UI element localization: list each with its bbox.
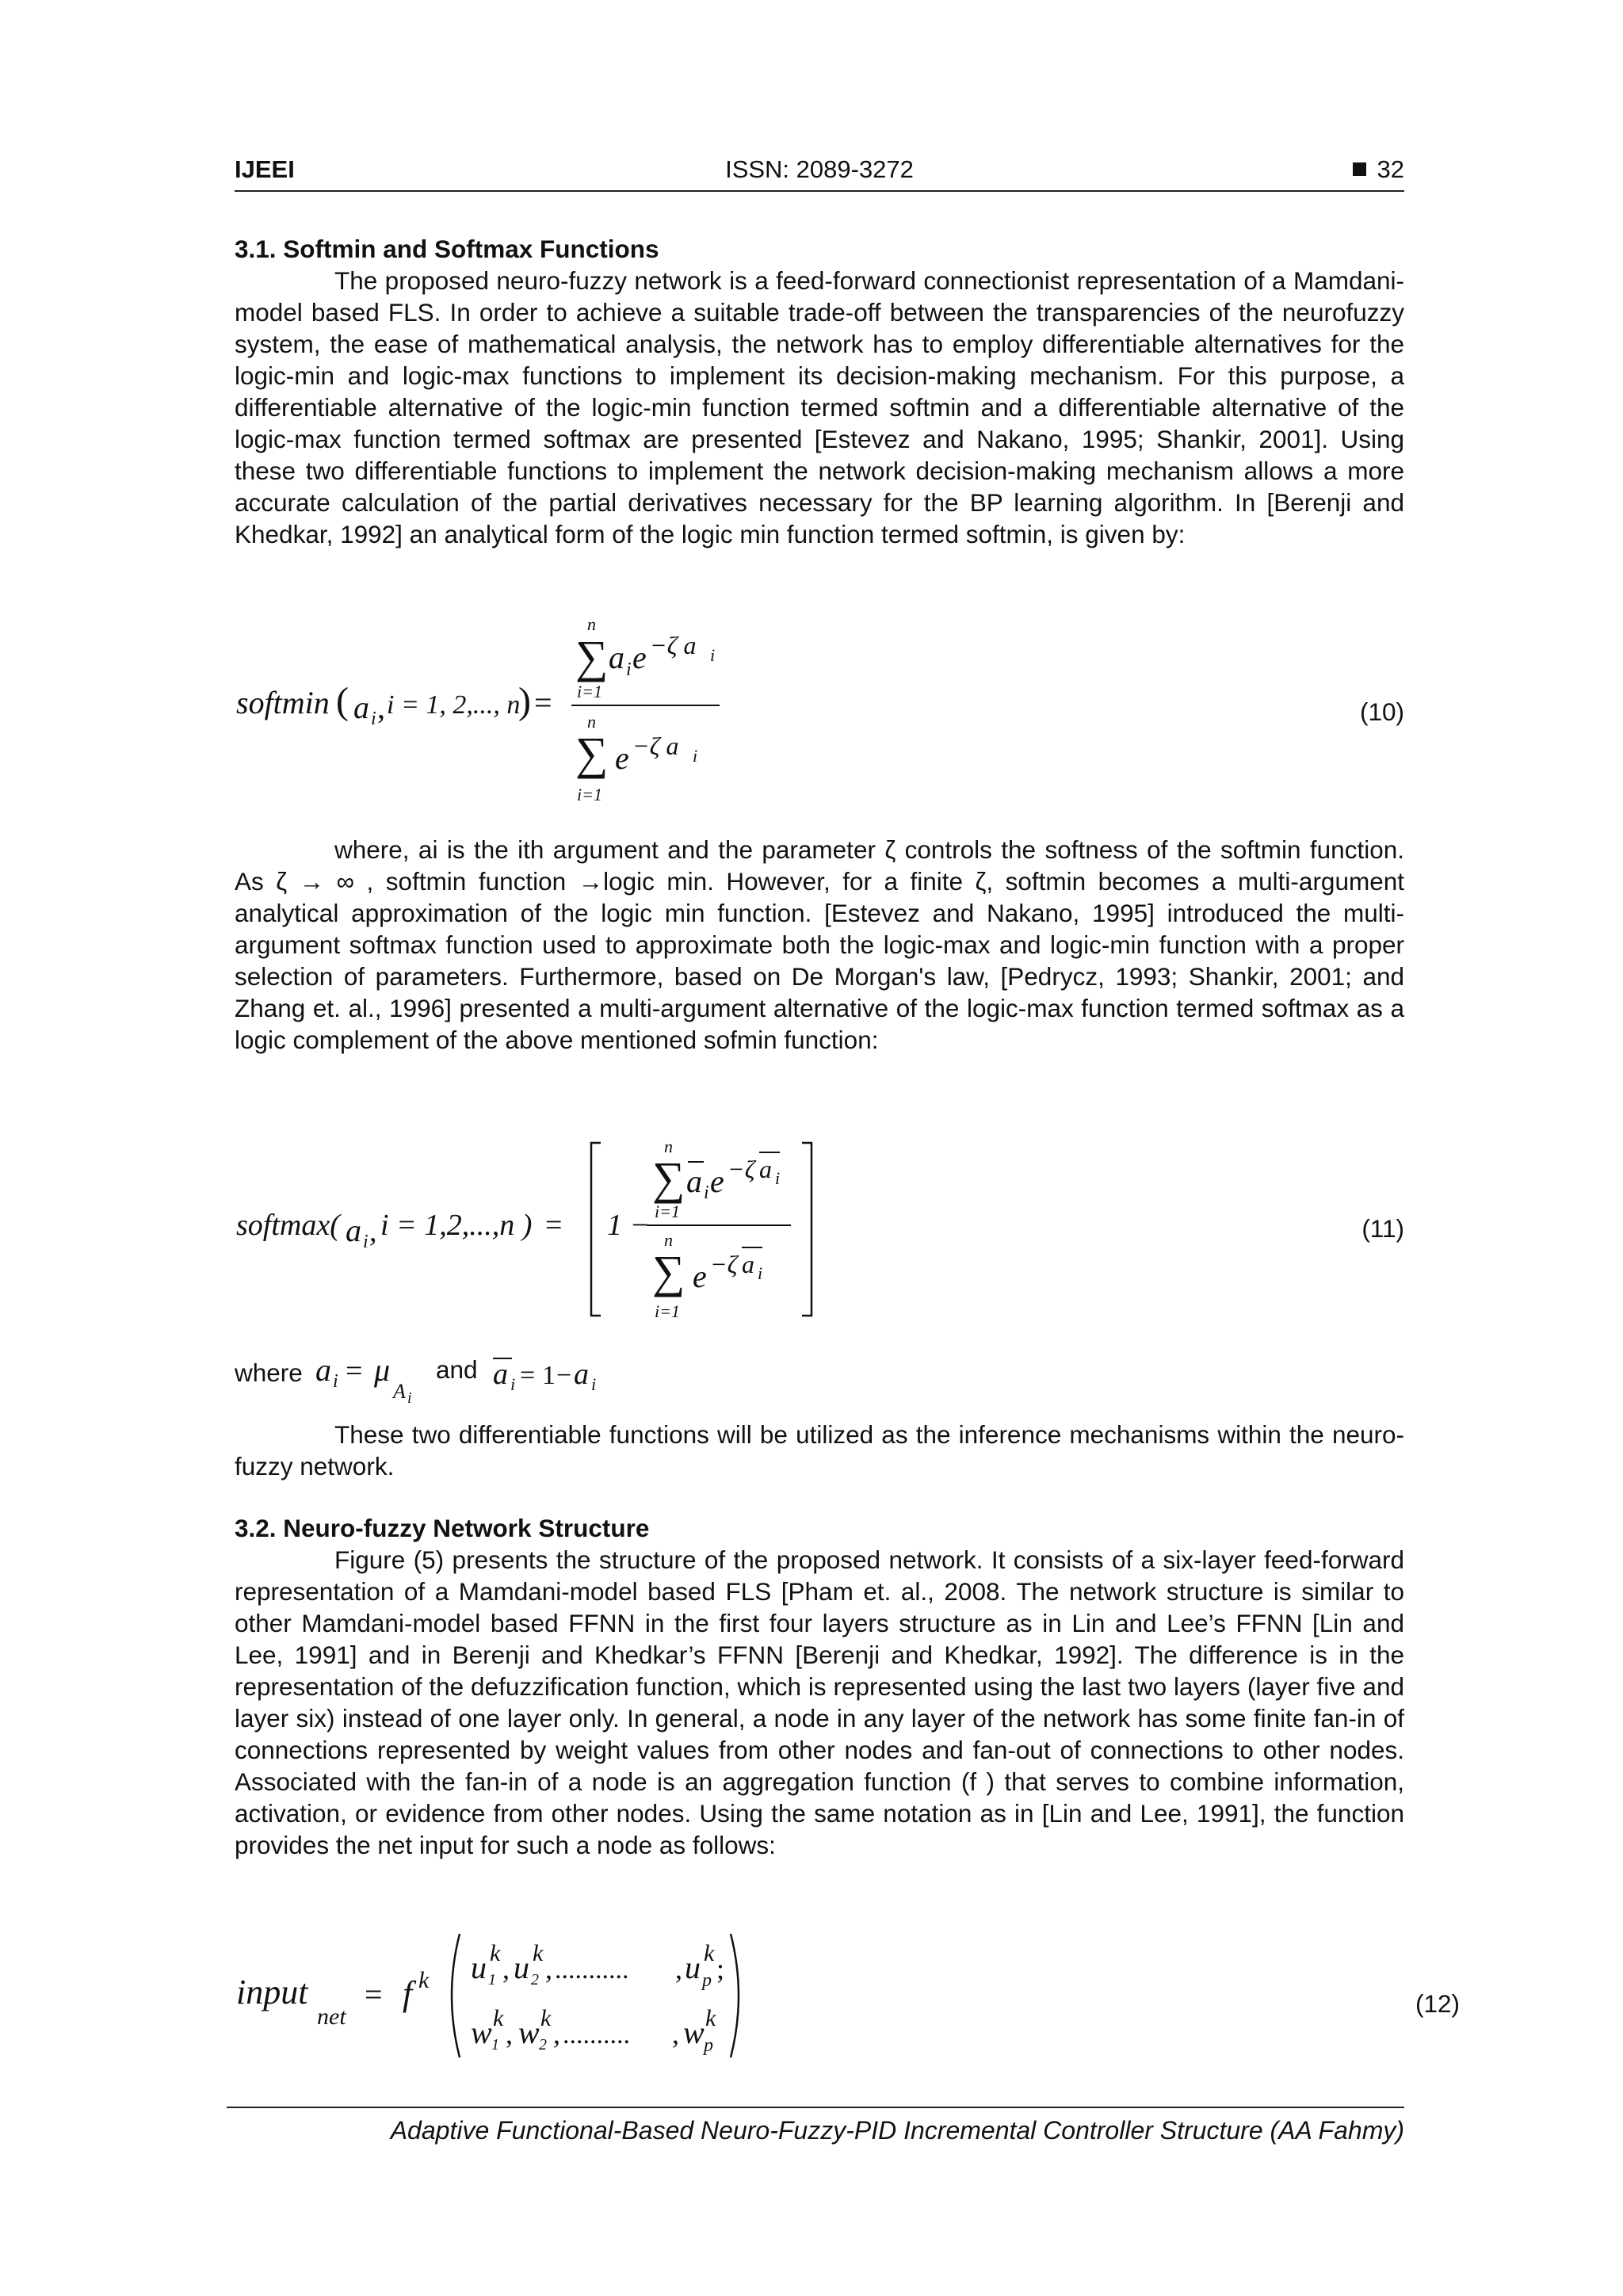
- equals-sign: =: [365, 1977, 383, 2012]
- left-paren: [452, 1934, 460, 2057]
- den-e: e: [693, 1259, 707, 1294]
- comma: ,: [502, 1953, 510, 1985]
- section-3-1-para3: [235, 1419, 1404, 1482]
- equation-12: [235, 1926, 1460, 2069]
- sum-top: n: [587, 614, 596, 634]
- var-a-bar: a: [493, 1358, 508, 1391]
- den-exp-sub-i: i: [758, 1263, 763, 1283]
- arg-a: a: [353, 690, 369, 725]
- arg-sub-i: i: [371, 709, 376, 729]
- comma: ,: [675, 1953, 682, 1985]
- den-sum-bottom: i=1: [577, 785, 602, 804]
- net-subscript: net: [317, 2004, 346, 2030]
- equation-number: (12): [1415, 1989, 1460, 2018]
- section-heading: 3.2. Neuro-fuzzy Network Structure: [235, 1514, 650, 1542]
- den-sum-symbol: ∑: [575, 728, 609, 779]
- journal-name: IJEEI: [235, 155, 295, 183]
- square-bullet-icon: [1353, 162, 1366, 176]
- var-a: a: [315, 1352, 331, 1388]
- w-2: w: [518, 2015, 540, 2050]
- paragraph: Figure (5) presents the structure of the proposed network. It consists of a six-layer feed-forward representation of a Mamdani-model based FLS [Pham et. al., 2008. The network structure is similar to other Mamdani-model based FFNN in the first four layers structure as in Lin and Lee’s FFNN [Lin and Lee, 1991] and in Berenji and Khedkar’s FFNN [Berenji and Khedkar, 1992]. The difference is in the representation of the defuzzification function, which is represented using the last two layers (layer five and layer six) instead of one layer only. In general, a node in any layer of the network has some finite fan-in of connections represented by weight values from other nodes and fan-out of connections to other nodes. Associated with the fan-in of a node is an aggregation function (f ) that serves to combine information, activation, or evidence from other nodes. Using the same notation as in [Lin and Lee, 1991], the function provides the net input for such a node as follows:: [235, 1545, 1404, 1859]
- num-exponent: −ζ a: [650, 631, 697, 659]
- sub-i: i: [333, 1371, 338, 1392]
- den-exp-minus-zeta: −ζ: [710, 1250, 738, 1278]
- w-1-sup: k: [493, 2005, 504, 2031]
- u-p: u: [685, 1950, 701, 1985]
- w-2-sup: k: [540, 2005, 552, 2031]
- paragraph: where, ai is the ith argument and the parameter ζ controls the softness of the softmin function. As ζ → ∞ , softmin function →logic min. However, for a finite ζ, softmin becomes a multi-argument analytical approximation of the logic min function. [Estevez and Nakano, 1995] introduced the multi-argument softmax function used to approximate both the logic-max and logic-min function with a proper selection of parameters. Furthermore, based on De Morgan's law, [Pedrycz, 1993; Shankir, 2001; and Zhang et. al., 1996] presented a multi-argument alternative of the logic-max function termed softmax as a logic complement of the above mentioned sofmin function:: [235, 835, 1404, 1054]
- page-number-block: [1353, 155, 1404, 184]
- dots: ..........: [563, 2020, 630, 2050]
- equation-number: (10): [1359, 697, 1404, 726]
- equals-sign: =: [534, 685, 552, 720]
- w-1: w: [471, 2015, 492, 2050]
- sub-A: A: [393, 1380, 406, 1403]
- den-exp-a: a: [742, 1250, 754, 1278]
- complement-formula: [490, 1349, 648, 1404]
- arg-comma: ,: [377, 690, 385, 725]
- right-bracket: [802, 1143, 812, 1316]
- num-exp-a: a: [759, 1155, 772, 1183]
- paragraph: These two differentiable functions will be utilized as the inference mechanisms within the neuro-fuzzy network.: [235, 1420, 1404, 1480]
- equation-10: [235, 610, 1404, 808]
- sum-symbol: ∑: [575, 631, 609, 682]
- comma: ,: [545, 1953, 552, 1985]
- and-label: and: [436, 1355, 478, 1384]
- equation-11: [235, 1135, 1404, 1325]
- den-sum-top: n: [587, 712, 596, 732]
- num-e: e: [710, 1163, 724, 1199]
- dots: ...........: [555, 1955, 629, 1985]
- semicolon: ;: [716, 1953, 725, 1985]
- one-minus: 1 −: [607, 1209, 651, 1242]
- page-footer: [227, 2107, 1404, 2145]
- section-3-1-para2: [235, 834, 1404, 1056]
- sum-top: n: [664, 1137, 673, 1156]
- footer-title: Adaptive Functional-Based Neuro-Fuzzy-PID Incremental Controller Structure (AA Fahmy): [390, 2116, 1404, 2145]
- section-heading: 3.1. Softmin and Softmax Functions: [235, 235, 659, 263]
- softmin-label: softmin: [236, 685, 330, 720]
- input-label: input: [236, 1973, 308, 2011]
- page-header: [235, 151, 1404, 192]
- num-exp-sub-i: i: [710, 645, 716, 665]
- num-sub-i: i: [704, 1182, 709, 1203]
- section-3-1: [235, 233, 1404, 550]
- u-p-sup: k: [704, 1940, 715, 1966]
- w-2-sub: 2: [539, 2036, 547, 2053]
- equation-10-figure: [235, 610, 1011, 808]
- right-paren: [731, 1934, 739, 2057]
- f-symbol: f: [403, 1974, 413, 2013]
- sub-i: i: [591, 1374, 597, 1394]
- sum-symbol: ∑: [652, 1152, 685, 1204]
- sub-i-small: i: [407, 1389, 412, 1404]
- den-exponent: −ζ a: [632, 732, 679, 760]
- paren-left: (: [336, 680, 349, 722]
- paragraph: The proposed neuro-fuzzy network is a feed-forward connectionist representation of a Mamdani-model based FLS. In order to achieve a suitable trade-off between the transparencies of the neurofuzzy system, the ease of mathematical analysis, the network has to employ differentiable alternatives for the logic-min and logic-max functions to implement its decision-making mechanism. For this purpose, a differentiable alternative of the logic-min function termed softmin and a differentiable alternative of the logic-max function termed softmax are presented [Estevez and Nakano, 1995; Shankir, 2001]. Using these two differentiable functions to implement the network decision-making mechanism allows a more accurate calculation of the partial derivatives necessary for the BP learning algorithm. In [Berenji and Khedkar, 1992] an analytical form of the logic min function termed softmin, is given by:: [235, 266, 1404, 548]
- equals-sign: =: [520, 1361, 536, 1390]
- comma: ,: [553, 2018, 560, 2050]
- section-3-2: [235, 1512, 1404, 1861]
- num-e: e: [632, 640, 647, 675]
- num-exp-minus-zeta: −ζ: [727, 1155, 755, 1183]
- num-exp-sub-i: i: [775, 1168, 781, 1188]
- arg-a: a: [346, 1213, 361, 1248]
- left-bracket: [591, 1143, 601, 1316]
- w-p-sup: k: [705, 2005, 716, 2031]
- num-a: a: [609, 640, 624, 675]
- u-p-sub: p: [702, 1970, 712, 1991]
- den-exp-sub-i: i: [693, 746, 698, 766]
- where-label: where: [235, 1358, 303, 1387]
- page-number: 32: [1377, 155, 1404, 183]
- w-p-sub: p: [704, 2035, 713, 2056]
- arg-range: i = 1,2,...,n ): [380, 1209, 533, 1242]
- u-1-sup: k: [490, 1940, 501, 1966]
- num-a: a: [686, 1163, 702, 1199]
- sum-bottom: i=1: [577, 682, 602, 701]
- equals-sign: =: [545, 1209, 563, 1242]
- den-sum-bottom: i=1: [655, 1301, 680, 1321]
- u-2-sub: 2: [531, 1971, 539, 1988]
- w-1-sub: 1: [491, 2036, 499, 2053]
- one: 1: [542, 1361, 556, 1390]
- sub-i: i: [510, 1374, 516, 1394]
- arg-comma: ,: [369, 1215, 377, 1248]
- equation-11-figure: [235, 1135, 1011, 1325]
- den-sum-top: n: [664, 1230, 673, 1250]
- softmax-label: softmax(: [236, 1209, 340, 1242]
- f-superscript: k: [418, 1967, 430, 1993]
- equals-sign: =: [346, 1354, 363, 1388]
- arg-range: i = 1, 2,..., n: [387, 690, 521, 720]
- comma: ,: [506, 2018, 513, 2050]
- issn-label: ISSN: 2089-3272: [725, 155, 914, 183]
- w-p: w: [683, 2015, 705, 2050]
- u-1: u: [471, 1950, 487, 1985]
- equation-12-figure: [235, 1926, 1011, 2069]
- var-a: a: [574, 1358, 589, 1391]
- den-sum-symbol: ∑: [652, 1246, 685, 1297]
- equation-number: (11): [1361, 1214, 1404, 1243]
- mu-symbol: μ: [374, 1352, 391, 1388]
- sum-bottom: i=1: [655, 1201, 680, 1221]
- minus: −: [556, 1361, 572, 1390]
- num-sub-i: i: [626, 659, 632, 680]
- u-2-sup: k: [533, 1940, 544, 1966]
- u-2: u: [514, 1950, 529, 1985]
- comma: ,: [672, 2018, 679, 2050]
- paren-right: ): [518, 680, 531, 722]
- arg-sub-i: i: [363, 1232, 369, 1252]
- u-1-sub: 1: [488, 1971, 496, 1988]
- where-definition: [235, 1349, 1404, 1404]
- den-e: e: [615, 740, 629, 776]
